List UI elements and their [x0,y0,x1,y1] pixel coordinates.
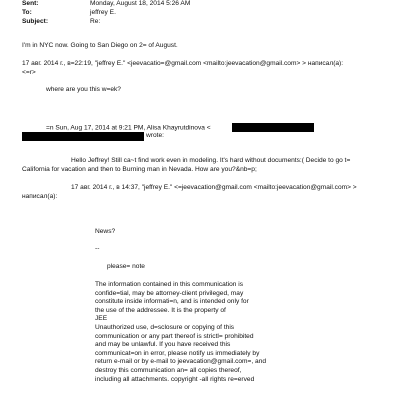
quote1-header: 17 авг. 2014 г., в=22:19, "jeffrey E." <jeevacatio=@gmail.com <mailto:jeevacation@gmail.com> > написал(а): [22,60,344,67]
redaction-bar-1 [232,123,314,132]
disclaimer-line: JEE [95,315,108,323]
redaction-bar-2 [22,132,144,141]
email-header [22,0,392,27]
quote2-text-a: Hello Jeffrey! Still ca~t find work even in modeling. It's hard without documents:( Decide to go t= [71,157,351,164]
to-label: To: [22,9,32,16]
subject-label: Subject: [22,18,49,25]
disclaimer-line: destroy this communication an= all copies thereof, [95,366,242,374]
dashes-line: -- [95,245,100,252]
quote2-wrote: wrote: [146,132,164,139]
disclaimer-line: communication or any part thereof is strictl= prohibited [95,332,254,340]
disclaimer-line: Unauthorized use, d=sclosure or copying of this [95,323,235,331]
disclaimer-line: including all attachments. copyright -all rights re=erved [95,375,255,383]
disclaimer-line: constitute inside informati=n, and is intended only for [95,298,249,306]
disclaimer-line: communicat=on in error, please notify us immediately by [95,349,260,357]
header-row-to [22,9,392,18]
disclaimer-line: return e-mail or by e-mail to jeevacation@gmail.com=, and [95,358,267,366]
sent-label: Sent: [22,0,39,7]
quote2-text-b: California for vacation and then to Burning man in Nevada. How are you?&nb=p; [22,166,257,173]
reply-line: I'm in NYC now. Going to San Diego on 2= of August. [22,42,178,49]
header-row-subject [22,18,392,27]
header-row-sent [22,0,392,9]
disclaimer-line: The information contained in this communication is [95,281,244,288]
subject-value: Re: [90,18,101,25]
quote1-tag: <=r> [22,69,36,76]
news-line: News? [95,228,116,235]
quote3-header-a: 17 авг. 2014 г., в 14:37, "jeffrey E." <=jeevacation@gmail.com <mailto:jeevacation@gmail.com> > [71,184,357,191]
sent-value: Monday, August 18, 2014 5:26 AM [90,0,191,7]
disclaimer-block [95,281,395,384]
quote2-header-part-a: =n Sun, Aug 17, 2014 at 9:21 PM, Alisa Khayrutdinova < [46,124,211,132]
to-value: jeffrey E. [90,9,116,16]
quote1-text: where are you this w=ek? [46,86,121,93]
disclaimer-line: and may be unlawful. If you have received this [95,341,231,349]
disclaimer-line: the use of the addressee. It is the property of [95,306,226,314]
please-note-line: please= note [107,263,145,270]
disclaimer-line: confide=tial, may be attorney-client privileged, may [95,289,244,297]
quote3-header-b: написал(а): [22,193,58,200]
